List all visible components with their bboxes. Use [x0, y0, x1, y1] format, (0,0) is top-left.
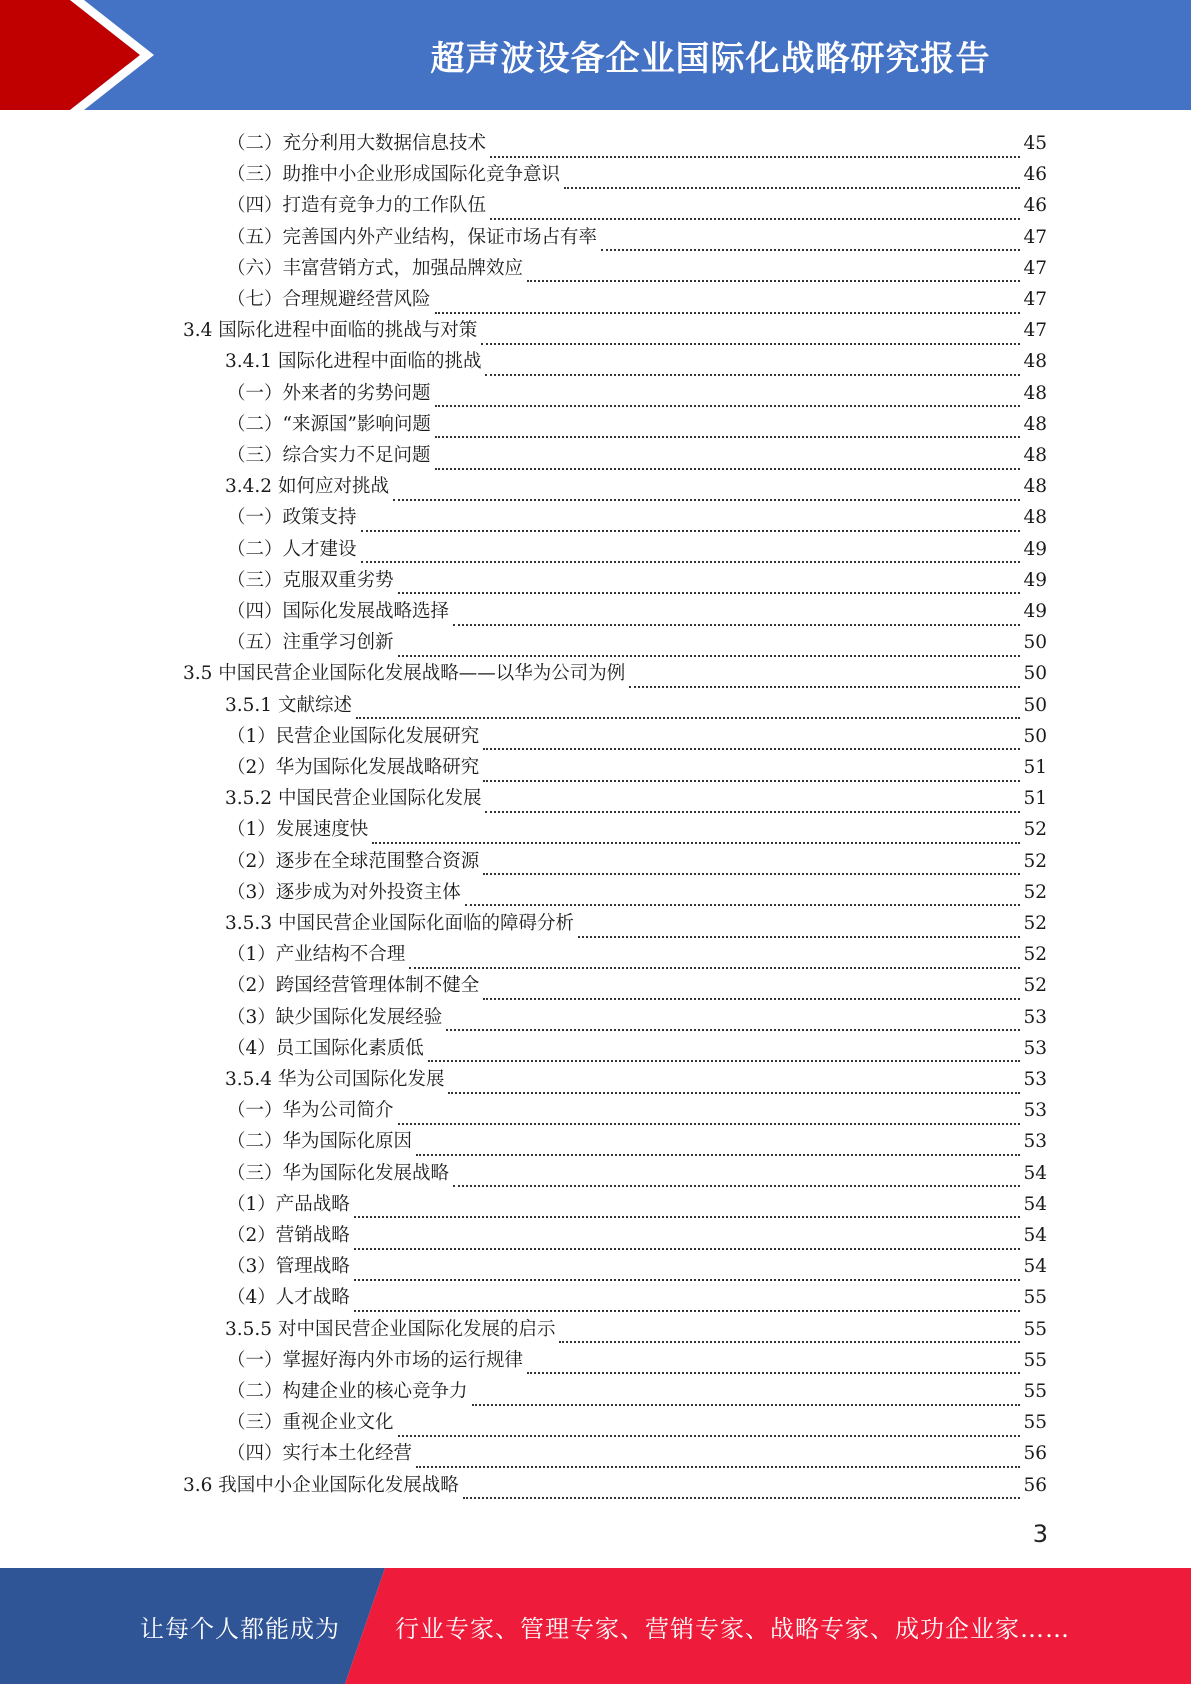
toc-entry-page: 52 — [1023, 913, 1047, 934]
dot-leader — [354, 1216, 1021, 1218]
toc-entry-page: 50 — [1023, 632, 1047, 654]
toc-entry-page: 54 — [1023, 1225, 1047, 1246]
toc-entry[interactable] — [227, 1158, 1047, 1189]
toc-entry-title: （六）丰富营销方式，加强品牌效应 — [227, 257, 524, 279]
dot-leader — [398, 592, 1021, 594]
toc-entry[interactable] — [183, 1470, 1047, 1501]
dot-leader — [527, 280, 1020, 282]
toc-entry-title: （五）注重学习创新 — [227, 632, 394, 654]
toc-entry-title: 3.4.1 国际化进程中面临的挑战 — [225, 351, 482, 373]
toc-entry-title: （4）人才战略 — [227, 1287, 350, 1309]
toc-entry-page: 55 — [1023, 1318, 1047, 1340]
dot-leader — [485, 811, 1020, 813]
dot-leader — [527, 1372, 1020, 1374]
toc-entry-title: 3.5.1 文献综述 — [225, 694, 352, 716]
toc-entry-page: 52 — [1023, 944, 1047, 966]
toc-entry[interactable] — [227, 596, 1047, 627]
toc-entry[interactable] — [227, 1438, 1047, 1469]
toc-entry-page: 46 — [1023, 164, 1047, 186]
toc-entry[interactable] — [227, 877, 1047, 908]
toc-entry-title: （四）国际化发展战略选择 — [227, 601, 450, 622]
page-header — [0, 0, 1191, 110]
chevron-arrow-icon — [0, 0, 160, 110]
toc-entry-page: 53 — [1023, 1100, 1047, 1122]
toc-entry-title: （1）民营企业国际化发展研究 — [227, 725, 480, 747]
toc-entry-page: 55 — [1023, 1412, 1047, 1434]
toc-entry-page: 54 — [1023, 1256, 1047, 1278]
toc-entry[interactable] — [227, 159, 1047, 190]
toc-entry[interactable] — [227, 565, 1047, 596]
toc-entry-title: （4）员工国际化素质低 — [227, 1037, 424, 1059]
toc-entry-title: （三）重视企业文化 — [227, 1412, 394, 1434]
toc-entry-page: 52 — [1023, 819, 1047, 841]
dot-leader — [446, 1029, 1020, 1031]
toc-entry-page: 50 — [1023, 725, 1047, 747]
toc-entry-page: 47 — [1023, 289, 1047, 310]
toc-entry-title: （二）充分利用大数据信息技术 — [227, 133, 487, 154]
toc-entry-page: 48 — [1023, 413, 1047, 435]
toc-entry[interactable] — [227, 939, 1047, 970]
toc-entry-title: （3）管理战略 — [227, 1256, 350, 1278]
toc-entry-title: （2）逐步在全球范围整合资源 — [227, 850, 480, 872]
toc-entry-page: 46 — [1023, 195, 1047, 217]
toc-entry-title: （一）政策支持 — [227, 507, 357, 529]
dot-leader — [490, 156, 1020, 158]
dot-leader — [485, 374, 1020, 376]
page-footer — [0, 1568, 1191, 1684]
toc-entry-title: （二）“来源国”影响问题 — [227, 413, 431, 435]
toc-entry-title: （三）助推中小企业形成国际化竞争意识 — [227, 164, 561, 186]
dot-leader — [428, 1060, 1021, 1062]
toc-entry-title: （三）克服双重劣势 — [227, 569, 394, 591]
toc-entry[interactable] — [225, 908, 1047, 939]
toc-entry-page: 47 — [1023, 226, 1047, 248]
footer-slogan-left: 让每个人都能成为 — [140, 1614, 340, 1643]
toc-entry-page: 48 — [1023, 507, 1047, 529]
toc-entry-page: 45 — [1023, 133, 1047, 154]
toc-entry-title: （3）缺少国际化发展经验 — [227, 1006, 443, 1028]
dot-leader — [356, 717, 1021, 719]
toc-entry[interactable] — [227, 378, 1047, 409]
toc-entry[interactable] — [227, 1126, 1047, 1157]
toc-entry[interactable] — [227, 1251, 1047, 1282]
dot-leader — [453, 624, 1020, 626]
toc-entry-title: （2）跨国经营管理体制不健全 — [227, 975, 480, 997]
dot-leader — [483, 748, 1020, 750]
dot-leader — [483, 998, 1020, 1000]
toc-entry[interactable] — [227, 1407, 1047, 1438]
toc-entry-title: （二）华为国际化原因 — [227, 1131, 413, 1153]
toc-entry-page: 55 — [1023, 1349, 1047, 1371]
dot-leader — [578, 936, 1020, 938]
toc-entry[interactable] — [225, 471, 1047, 502]
toc-entry-page: 56 — [1023, 1474, 1047, 1496]
toc-entry[interactable] — [227, 1095, 1047, 1126]
toc-entry[interactable] — [225, 690, 1047, 721]
toc-entry[interactable] — [227, 1345, 1047, 1376]
toc-entry[interactable] — [227, 627, 1047, 658]
toc-entry-title: 3.5.2 中国民营企业国际化发展 — [225, 788, 482, 810]
toc-entry[interactable] — [183, 315, 1047, 346]
toc-entry[interactable] — [227, 284, 1047, 315]
toc-entry-title: （三）华为国际化发展战略 — [227, 1162, 450, 1184]
toc-entry[interactable] — [227, 970, 1047, 1001]
toc-entry-page: 55 — [1023, 1381, 1047, 1402]
dot-leader — [629, 686, 1020, 688]
toc-entry-title: （1）产业结构不合理 — [227, 944, 406, 966]
toc-entry-page: 47 — [1023, 257, 1047, 279]
dot-leader — [398, 655, 1021, 657]
toc-entry[interactable] — [227, 128, 1047, 159]
toc-entry-title: （2）华为国际化发展战略研究 — [227, 757, 480, 778]
toc-entry-title: （四）打造有竞争力的工作队伍 — [227, 195, 487, 217]
toc-entry-title: （一）华为公司简介 — [227, 1100, 394, 1122]
dot-leader — [435, 405, 1021, 407]
toc-entry-page: 47 — [1023, 320, 1047, 342]
dot-leader — [416, 1154, 1020, 1156]
dot-leader — [435, 468, 1021, 470]
toc-entry[interactable] — [227, 253, 1047, 284]
toc-entry-title: （3）逐步成为对外投资主体 — [227, 881, 461, 903]
toc-entry[interactable] — [227, 752, 1047, 783]
dot-leader — [490, 218, 1020, 220]
toc-entry-page: 50 — [1023, 694, 1047, 716]
toc-entry-title: （1）发展速度快 — [227, 819, 369, 841]
toc-entry-page: 53 — [1023, 1037, 1047, 1059]
toc-entry-title: （四）实行本土化经营 — [227, 1443, 413, 1465]
toc-entry[interactable] — [225, 1314, 1047, 1345]
toc-entry-title: （二）构建企业的核心竞争力 — [227, 1381, 468, 1402]
toc-entry-page: 53 — [1023, 1069, 1047, 1090]
toc-entry-title: （一）外来者的劣势问题 — [227, 382, 431, 404]
toc-entry[interactable] — [183, 658, 1047, 689]
dot-leader — [601, 249, 1020, 251]
dot-leader — [435, 436, 1021, 438]
toc-entry[interactable] — [227, 222, 1047, 253]
toc-entry-page: 55 — [1023, 1287, 1047, 1309]
page-number: 3 — [1032, 1520, 1048, 1548]
toc-entry-title: （五）完善国内外产业结构，保证市场占有率 — [227, 226, 598, 248]
toc-entry[interactable] — [225, 346, 1047, 377]
toc-entry-title: 3.5.4 华为公司国际化发展 — [225, 1069, 445, 1090]
toc-entry-title: （一）掌握好海内外市场的运行规律 — [227, 1349, 524, 1371]
toc-entry[interactable] — [225, 783, 1047, 814]
toc-entry-page: 49 — [1023, 538, 1047, 560]
toc-entry[interactable] — [227, 440, 1047, 471]
dot-leader — [354, 1279, 1021, 1281]
toc-entry[interactable] — [227, 1376, 1047, 1407]
dot-leader — [463, 1497, 1021, 1499]
dot-leader — [361, 530, 1021, 532]
toc-entry[interactable] — [227, 1282, 1047, 1313]
toc-entry-page: 48 — [1023, 351, 1047, 373]
toc-entry-page: 53 — [1023, 1131, 1047, 1153]
toc-entry-page: 54 — [1023, 1162, 1047, 1184]
dot-leader — [398, 1123, 1021, 1125]
dot-leader — [372, 842, 1020, 844]
toc-entry-page: 54 — [1023, 1193, 1047, 1215]
toc-entry-page: 49 — [1023, 569, 1047, 591]
toc-entry-title: 3.4.2 如何应对挑战 — [225, 476, 389, 498]
toc-entry[interactable] — [227, 534, 1047, 565]
dot-leader — [559, 1341, 1020, 1343]
toc-entry-title: （七）合理规避经营风险 — [227, 289, 431, 310]
toc-entry-title: （二）人才建设 — [227, 538, 357, 560]
toc-entry-title: （2）营销战略 — [227, 1225, 350, 1246]
toc-entry-page: 51 — [1023, 788, 1047, 810]
toc-entry[interactable] — [227, 1220, 1047, 1251]
toc-entry-title: （1）产品战略 — [227, 1193, 350, 1215]
toc-entry[interactable] — [227, 721, 1047, 752]
toc-entry-page: 52 — [1023, 881, 1047, 903]
footer-slogan-right: 行业专家、管理专家、营销专家、战略专家、成功企业家…… — [395, 1614, 1070, 1643]
toc-entry[interactable] — [227, 1002, 1047, 1033]
toc-entry-page: 48 — [1023, 445, 1047, 466]
toc-entry-page: 56 — [1023, 1443, 1047, 1465]
toc-entry-title: 3.5.5 对中国民营企业国际化发展的启示 — [225, 1318, 556, 1340]
toc-entry[interactable] — [227, 409, 1047, 440]
toc-entry-page: 51 — [1023, 757, 1047, 778]
toc-entry[interactable] — [225, 1064, 1047, 1095]
toc-entry-page: 50 — [1023, 663, 1047, 685]
toc-entry[interactable] — [227, 502, 1047, 533]
dot-leader — [564, 187, 1020, 189]
toc-entry-title: 3.5 中国民营企业国际化发展战略——以华为公司为例 — [183, 663, 626, 685]
toc-entry-title: （三）综合实力不足问题 — [227, 445, 431, 466]
dot-leader — [483, 780, 1020, 782]
toc-entry[interactable] — [227, 814, 1047, 845]
toc-entry[interactable] — [227, 846, 1047, 877]
dot-leader — [435, 312, 1021, 314]
dot-leader — [472, 1404, 1021, 1406]
toc-entry-page: 52 — [1023, 975, 1047, 997]
dot-leader — [465, 904, 1021, 906]
toc-entry-title: 3.5.3 中国民营企业国际化面临的障碍分析 — [225, 913, 574, 934]
dot-leader — [453, 1185, 1020, 1187]
dot-leader — [354, 1310, 1021, 1312]
dot-leader — [354, 1248, 1021, 1250]
dot-leader — [416, 1466, 1020, 1468]
toc-entry-title: 3.6 我国中小企业国际化发展战略 — [183, 1474, 459, 1496]
dot-leader — [481, 343, 1020, 345]
toc-entry-title: 3.4 国际化进程中面临的挑战与对策 — [183, 320, 478, 342]
dot-leader — [448, 1092, 1020, 1094]
dot-leader — [393, 499, 1020, 501]
dot-leader — [409, 967, 1020, 969]
dot-leader — [483, 873, 1020, 875]
toc-entry[interactable] — [227, 1033, 1047, 1064]
dot-leader — [361, 561, 1021, 563]
toc-entry-page: 48 — [1023, 476, 1047, 498]
dot-leader — [398, 1435, 1021, 1437]
toc-entry-page: 48 — [1023, 382, 1047, 404]
toc-entry-page: 49 — [1023, 601, 1047, 622]
toc-entry[interactable] — [227, 1189, 1047, 1220]
report-title: 超声波设备企业国际化战略研究报告 — [430, 38, 991, 79]
toc-entry-page: 53 — [1023, 1006, 1047, 1028]
toc-entry-page: 52 — [1023, 850, 1047, 872]
toc-entry[interactable] — [227, 190, 1047, 221]
